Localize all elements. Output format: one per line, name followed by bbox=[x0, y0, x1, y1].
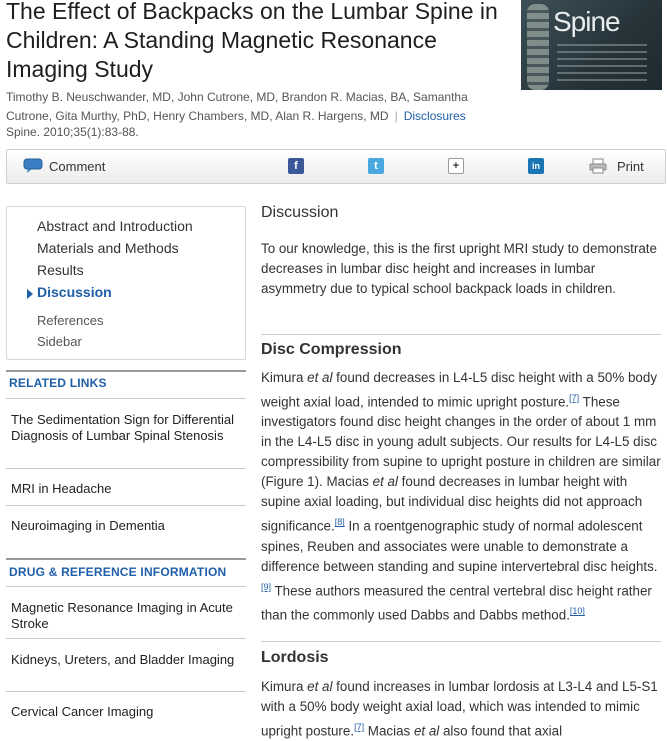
reference-link-8[interactable]: [8] bbox=[334, 517, 345, 528]
print-icon bbox=[589, 158, 607, 174]
google-plus-share-button[interactable] bbox=[448, 158, 464, 174]
journal-cover-image[interactable] bbox=[521, 0, 662, 90]
spine-graphic bbox=[527, 4, 549, 90]
linkedin-icon: in bbox=[528, 158, 544, 174]
toc-item-methods[interactable]: Materials and Methods bbox=[37, 240, 179, 256]
comment-button[interactable] bbox=[23, 158, 105, 174]
reference-link-7[interactable]: [7] bbox=[569, 393, 580, 403]
twitter-share-button[interactable] bbox=[368, 158, 384, 174]
authors-line-1: Timothy B. Neuschwander, MD, John Cutrone, MD, Brandon R. Macias, BA, Samantha bbox=[6, 90, 468, 104]
disc-compression-heading: Disc Compression bbox=[261, 341, 402, 358]
toc-item-results[interactable]: Results bbox=[37, 262, 84, 278]
reference-link-7[interactable]: [7] bbox=[354, 722, 365, 732]
lordosis-paragraph: Kimura et al found increases in lumbar lordosis at L3-L4 and L5-S1 with a 50% body weight axial load, which was intended to mimic upright posture.[7] Macias et al also found that axial bbox=[261, 679, 658, 739]
print-button[interactable] bbox=[589, 158, 644, 174]
related-link-item[interactable]: Neuroimaging in Dementia bbox=[11, 518, 165, 533]
journal-cover-title: Spine bbox=[553, 6, 620, 37]
reference-link-item[interactable]: Magnetic Resonance Imaging in Acute Stroke bbox=[11, 600, 233, 631]
citation: Spine. 2010;35(1):83-88. bbox=[6, 125, 139, 139]
active-arrow-icon bbox=[27, 289, 33, 299]
toc-item-discussion[interactable]: Discussion bbox=[37, 284, 112, 300]
reference-link-9[interactable]: [9] bbox=[261, 581, 272, 592]
facebook-share-button[interactable] bbox=[288, 158, 304, 174]
related-links-heading: RELATED LINKS bbox=[9, 376, 107, 390]
discussion-intro: To our knowledge, this is the first upright MRI study to demonstrate decreases in lumbar disc height and increases in lumbar asymmetry due to typical school backpack loads in children. bbox=[261, 241, 657, 296]
related-link-item[interactable]: The Sedimentation Sign for Differential Diagnosis of Lumbar Spinal Stenosis bbox=[11, 412, 235, 443]
discussion-heading: Discussion bbox=[261, 204, 339, 221]
drug-reference-heading: DRUG & REFERENCE INFORMATION bbox=[9, 565, 227, 579]
twitter-icon: t bbox=[368, 158, 384, 174]
disclosures-link[interactable]: Disclosures bbox=[403, 109, 466, 123]
google-plus-icon: + bbox=[448, 158, 464, 174]
related-link-item[interactable]: MRI in Headache bbox=[11, 481, 112, 496]
toc-item-references[interactable]: References bbox=[37, 313, 104, 328]
print-label: Print bbox=[617, 158, 644, 174]
facebook-icon: f bbox=[288, 158, 304, 174]
article-title: The Effect of Backpacks on the Lumbar Spine in Children: A Standing Magnetic Resonance Imaging Study bbox=[6, 0, 498, 82]
linkedin-share-button[interactable] bbox=[528, 158, 544, 174]
disc-compression-paragraph: Kimura et al found decreases in L4-L5 disc height with a 50% body weight axial load, intended to mimic upright posture.[7] These investigators found disc height changes in the order of about 1 mm in the L4-L5 disc in young adult subjects. Our results for L4-L5 disc compressibility from supine to upright posture in children are similar (Figure 1). Macias et al found decreases in lumbar height with supine axial loading, but individual disc heights did not approach significance.[8] In a roentgenographic study of normal adolescent spines, Reuben and associates were unable to demonstrate a difference between standing and supine intervertebral disc heights.[9] These authors measured the central vertebral disc height rather than the commonly used Dabbs and Dabbs method.[10] bbox=[261, 370, 661, 623]
authors-line-2: Cutrone, Gita Murthy, PhD, Henry Chambers, MD, Alan R. Hargens, MD bbox=[6, 109, 389, 123]
reference-link-item[interactable]: Cervical Cancer Imaging bbox=[11, 704, 154, 719]
reference-link-item[interactable]: Kidneys, Ureters, and Bladder Imaging bbox=[11, 652, 235, 667]
comment-label: Comment bbox=[49, 158, 106, 174]
reference-link-10[interactable]: [10] bbox=[569, 606, 585, 617]
lordosis-heading: Lordosis bbox=[261, 649, 329, 666]
share-toolbar bbox=[6, 149, 666, 184]
comment-icon bbox=[23, 158, 43, 174]
author-list: Timothy B. Neuschwander, MD, John Cutrone, MD, Brandon R. Macias, BA, Samantha Cutrone, Gita Murthy, PhD, Henry Chambers, MD, Alan R. Hargens, MD | Disclosures bbox=[6, 88, 506, 126]
toc-item-sidebar[interactable]: Sidebar bbox=[37, 334, 82, 349]
toc-item-abstract[interactable]: Abstract and Introduction bbox=[37, 218, 193, 234]
